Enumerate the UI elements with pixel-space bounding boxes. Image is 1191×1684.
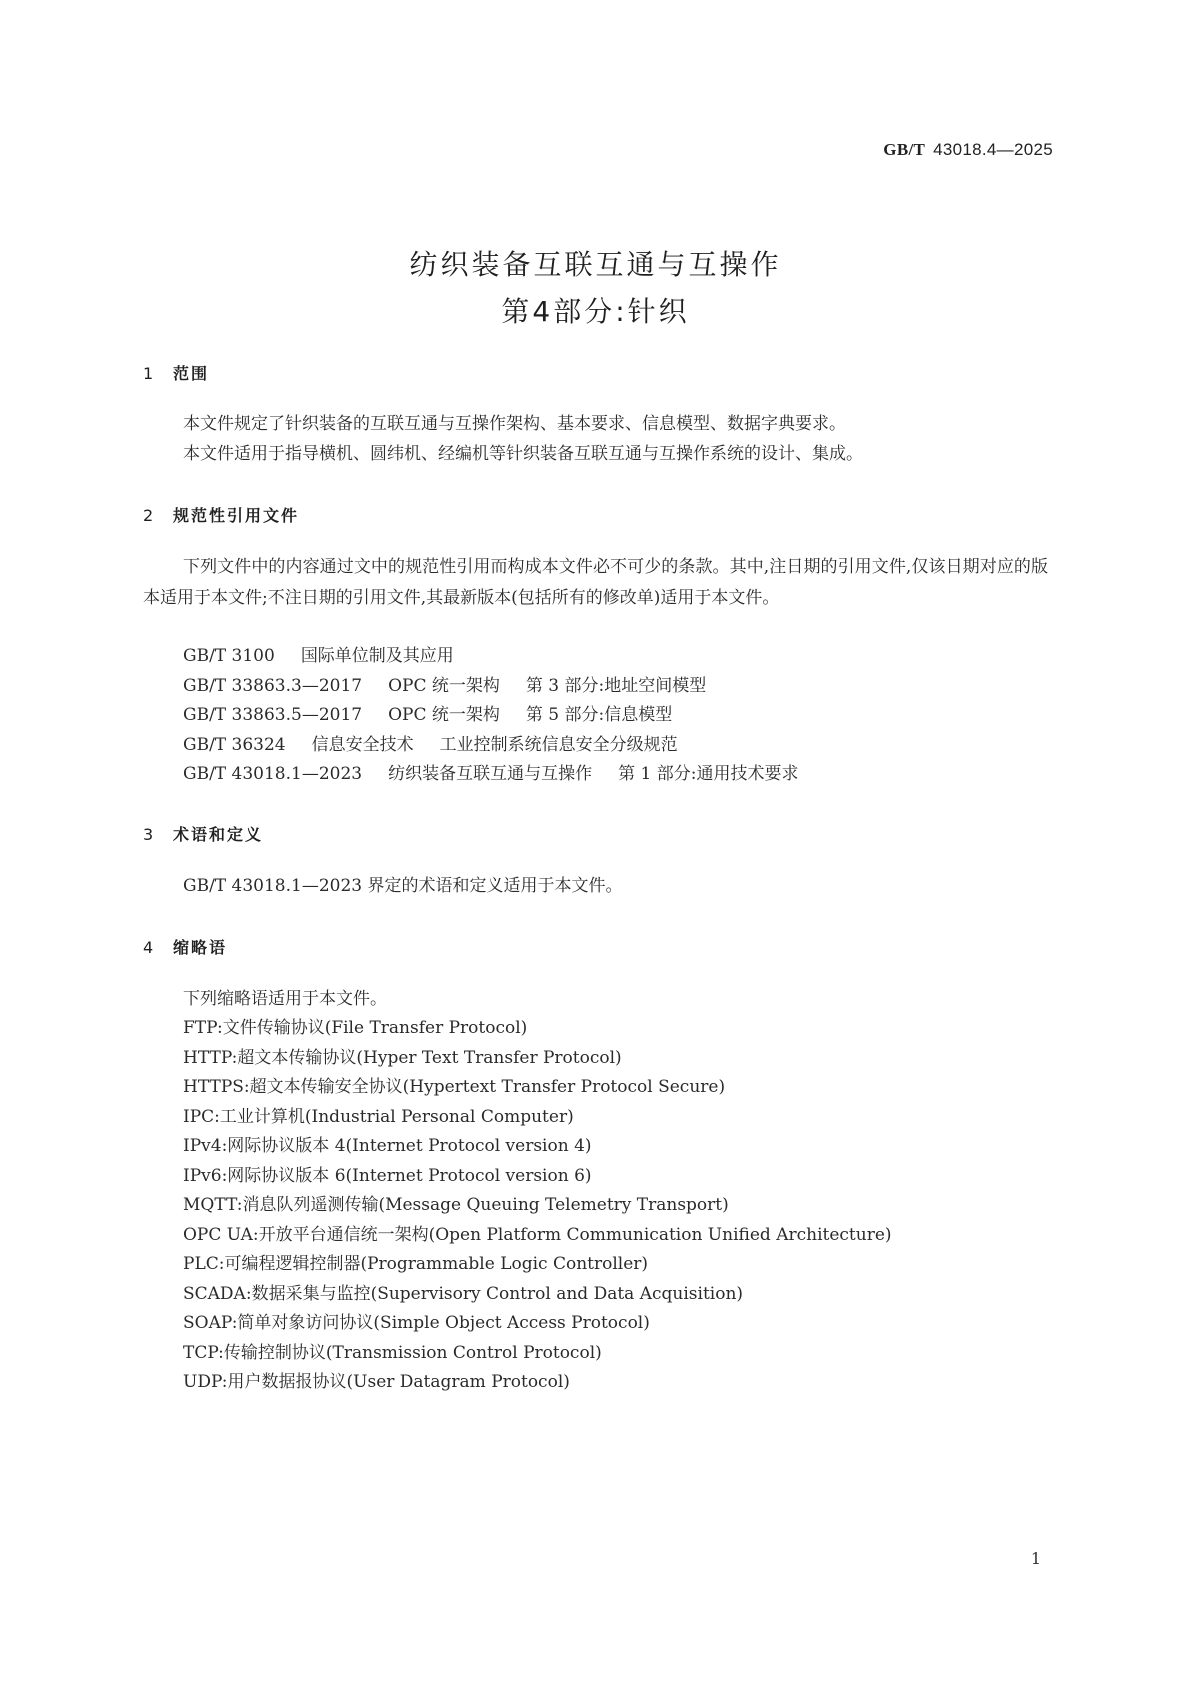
reference-item <box>183 676 706 696</box>
reference-code: GB/T 36324 <box>183 735 286 755</box>
abbreviation-item: TCP:传输控制协议(Transmission Control Protocol) <box>183 1343 602 1363</box>
section-heading-scope <box>143 361 209 384</box>
abbreviation-item: OPC UA:开放平台通信统一架构(Open Platform Communication Unified Architecture) <box>183 1225 892 1245</box>
abbreviations-intro: 下列缩略语适用于本文件。 <box>183 989 387 1009</box>
terms-text: GB/T 43018.1—2023 界定的术语和定义适用于本文件。 <box>183 876 623 896</box>
standard-code: 43018.4—2025 <box>933 140 1053 159</box>
section-title: 缩略语 <box>173 938 228 957</box>
abbreviation-item: HTTPS:超文本传输安全协议(Hypertext Transfer Protocol Secure) <box>183 1077 726 1097</box>
reference-part: 工业控制系统信息安全分级规范 <box>439 735 678 755</box>
abbreviation-item: HTTP:超文本传输协议(Hyper Text Transfer Protocol) <box>183 1048 622 1068</box>
reference-code: GB/T 3100 <box>183 646 275 666</box>
section-heading-abbreviations <box>143 935 227 958</box>
abbreviation-item: IPC:工业计算机(Industrial Personal Computer) <box>183 1107 574 1127</box>
section-title: 术语和定义 <box>173 825 264 844</box>
reference-item <box>183 735 678 755</box>
abbreviation-item: SOAP:简单对象访问协议(Simple Object Access Protocol) <box>183 1313 650 1333</box>
section-heading-normative-references <box>143 503 299 526</box>
reference-title: OPC 统一架构 <box>388 676 500 696</box>
reference-code: GB/T 33863.3—2017 <box>183 676 363 696</box>
reference-item <box>183 646 454 666</box>
abbreviation-item: PLC:可编程逻辑控制器(Programmable Logic Controller) <box>183 1254 649 1274</box>
reference-code: GB/T 43018.1—2023 <box>183 764 363 784</box>
section-number: 1 <box>143 364 154 383</box>
reference-title: 国际单位制及其应用 <box>300 646 454 666</box>
reference-part: 第 1 部分:通用技术要求 <box>618 764 799 784</box>
scope-line: 本文件适用于指导横机、圆纬机、经编机等针织装备互联互通与互操作系统的设计、集成。 <box>183 444 863 464</box>
reference-item <box>183 764 798 784</box>
section-heading-terms <box>143 822 263 845</box>
abbreviation-item: UDP:用户数据报协议(User Datagram Protocol) <box>183 1372 570 1392</box>
abbreviation-item: IPv6:网际协议版本 6(Internet Protocol version 6) <box>183 1166 592 1186</box>
section-number: 2 <box>143 506 154 525</box>
reference-title: 信息安全技术 <box>311 735 414 755</box>
reference-code: GB/T 33863.5—2017 <box>183 705 363 725</box>
reference-item <box>183 705 672 725</box>
standard-prefix: GB/T <box>883 140 926 159</box>
standard-number <box>883 140 1053 160</box>
page-number: 1 <box>1030 1549 1041 1568</box>
reference-part: 第 5 部分:信息模型 <box>525 705 673 725</box>
document-subtitle: 第4部分:针织 <box>501 295 690 328</box>
document-title: 纺织装备互联互通与互操作 <box>409 248 782 281</box>
abbreviation-item: SCADA:数据采集与监控(Supervisory Control and Data Acquisition) <box>183 1284 744 1304</box>
reference-part: 第 3 部分:地址空间模型 <box>525 676 707 696</box>
section-number: 3 <box>143 825 154 844</box>
abbreviation-item: IPv4:网际协议版本 4(Internet Protocol version 4) <box>183 1136 592 1156</box>
abbreviation-item: FTP:文件传输协议(File Transfer Protocol) <box>183 1018 528 1038</box>
section-number: 4 <box>143 938 154 957</box>
abbreviation-item: MQTT:消息队列遥测传输(Message Queuing Telemetry Transport) <box>183 1195 729 1215</box>
normative-references-paragraph: 下列文件中的内容通过文中的规范性引用而构成本文件必不可少的条款。其中,注日期的引用文件,仅该日期对应的版本适用于本文件;不注日期的引用文件,其最新版本(包括所有的修改单)适用于本文件。 <box>143 557 1048 608</box>
section-title: 规范性引用文件 <box>173 506 300 525</box>
scope-line: 本文件规定了针织装备的互联互通与互操作架构、基本要求、信息模型、数据字典要求。 <box>183 414 846 434</box>
section-title: 范围 <box>173 364 210 383</box>
reference-title: 纺织装备互联互通与互操作 <box>388 764 593 784</box>
reference-title: OPC 统一架构 <box>388 705 500 725</box>
